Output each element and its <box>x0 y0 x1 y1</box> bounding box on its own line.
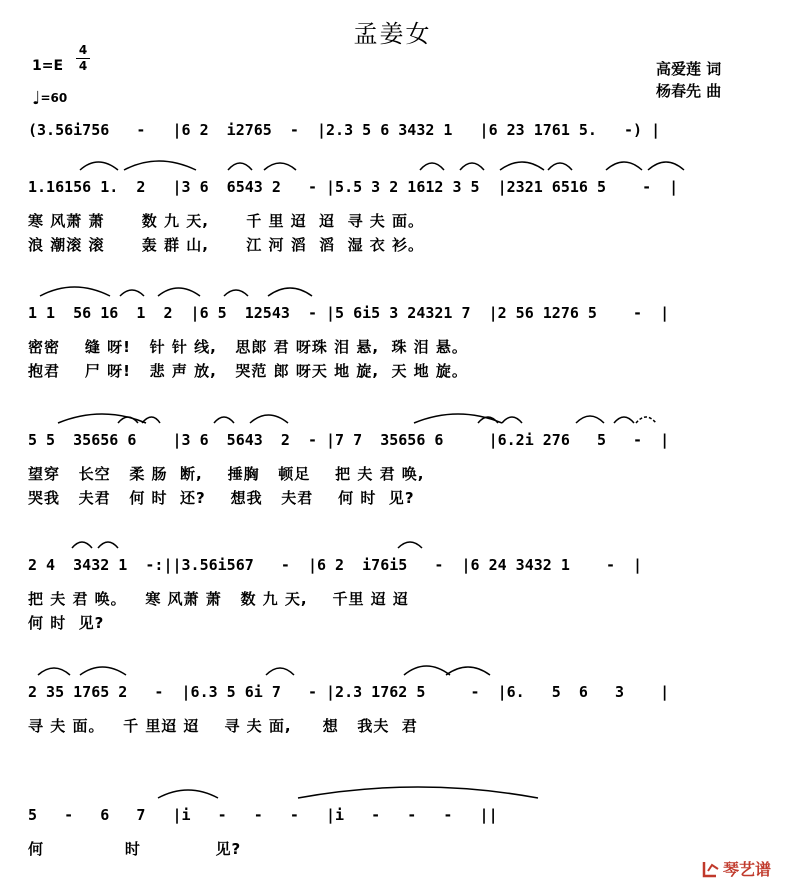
meter-top: 4 <box>78 43 88 57</box>
notation-line: 1 1 56 16 1 2 |6 5 12543 - |5 6i5 3 24321 7 |2 56 1276 5 - | <box>28 304 670 322</box>
notation-line: 1.16156 1. 2 |3 6 6543 2 - |5.5 3 2 1612 3 5 |2321 6516 5 - | <box>28 178 679 196</box>
slur-marks <box>28 655 758 679</box>
slur-marks <box>28 528 758 552</box>
lyric-line: 何 时 见? <box>28 614 105 632</box>
song-title: 孟姜女 <box>353 20 432 48</box>
time-signature <box>76 44 90 73</box>
lyric-line: 寻 夫 面。 千 里迢 迢 寻 夫 面, 想 我夫 君 <box>28 717 418 735</box>
lyric-line: 抱君 尸 呀! 悲 声 放, 哭范 郎 呀天 地 旋, 天 地 旋。 <box>28 362 468 380</box>
notation-line: 2 35 1765 2 - |6.3 5 6i 7 - |2.3 1762 5 - |6. 5 6 3 | <box>28 683 670 701</box>
notation-line: (3.56i756 - |6 2 i2765 - |2.3 5 6 3432 1 |6 23 1761 5. -) | <box>28 121 661 139</box>
logo-icon <box>702 860 720 878</box>
key-signature: 1=E <box>32 58 64 74</box>
logo-text: 琴艺谱 <box>722 860 771 879</box>
lyric-line: 寒 风萧 萧 数 九 天, 千 里 迢 迢 寻 夫 面。 <box>28 212 425 230</box>
slur-marks <box>28 403 758 427</box>
lyric-line: 何 时 见? <box>28 840 242 858</box>
lyric-line: 密密 缝 呀! 针 针 线, 思郎 君 呀珠 泪 悬, 珠 泪 悬。 <box>28 338 468 356</box>
lyric-line: 把 夫 君 唤。 寒 风萧 萧 数 九 天, 千里 迢 迢 <box>28 590 409 608</box>
tempo-value: =60 <box>40 91 68 105</box>
lyric-line: 望穿 长空 柔 肠 断, 捶胸 顿足 把 夫 君 唤, <box>28 465 425 483</box>
slur-marks <box>28 150 758 174</box>
tempo-mark <box>32 88 67 109</box>
notation-line: 5 5 35656 6 |3 6 5643 2 - |7 7 35656 6 |6.2i 276 5 - | <box>28 431 670 449</box>
notation-line: 5 - 6 7 |i - - - |i - - - || <box>28 806 498 824</box>
quarter-note-icon: ♩ <box>32 88 41 109</box>
composer-credit: 杨春先 曲 <box>656 82 722 100</box>
notation-line: 2 4 3432 1 -:||3.56i567 - |6 2 i76i5 - |6 24 3432 1 - | <box>28 556 643 574</box>
meter-bottom: 4 <box>78 59 88 73</box>
watermark-logo <box>702 857 771 880</box>
lyricist-credit: 高爱莲 词 <box>656 60 722 78</box>
lyric-line: 哭我 夫君 何 时 还? 想我 夫君 何 时 见? <box>28 489 415 507</box>
slur-marks <box>28 778 758 802</box>
lyric-line: 浪 潮滚 滚 轰 群 山, 江 河 滔 滔 湿 衣 衫。 <box>28 236 425 254</box>
slur-marks <box>28 276 758 300</box>
